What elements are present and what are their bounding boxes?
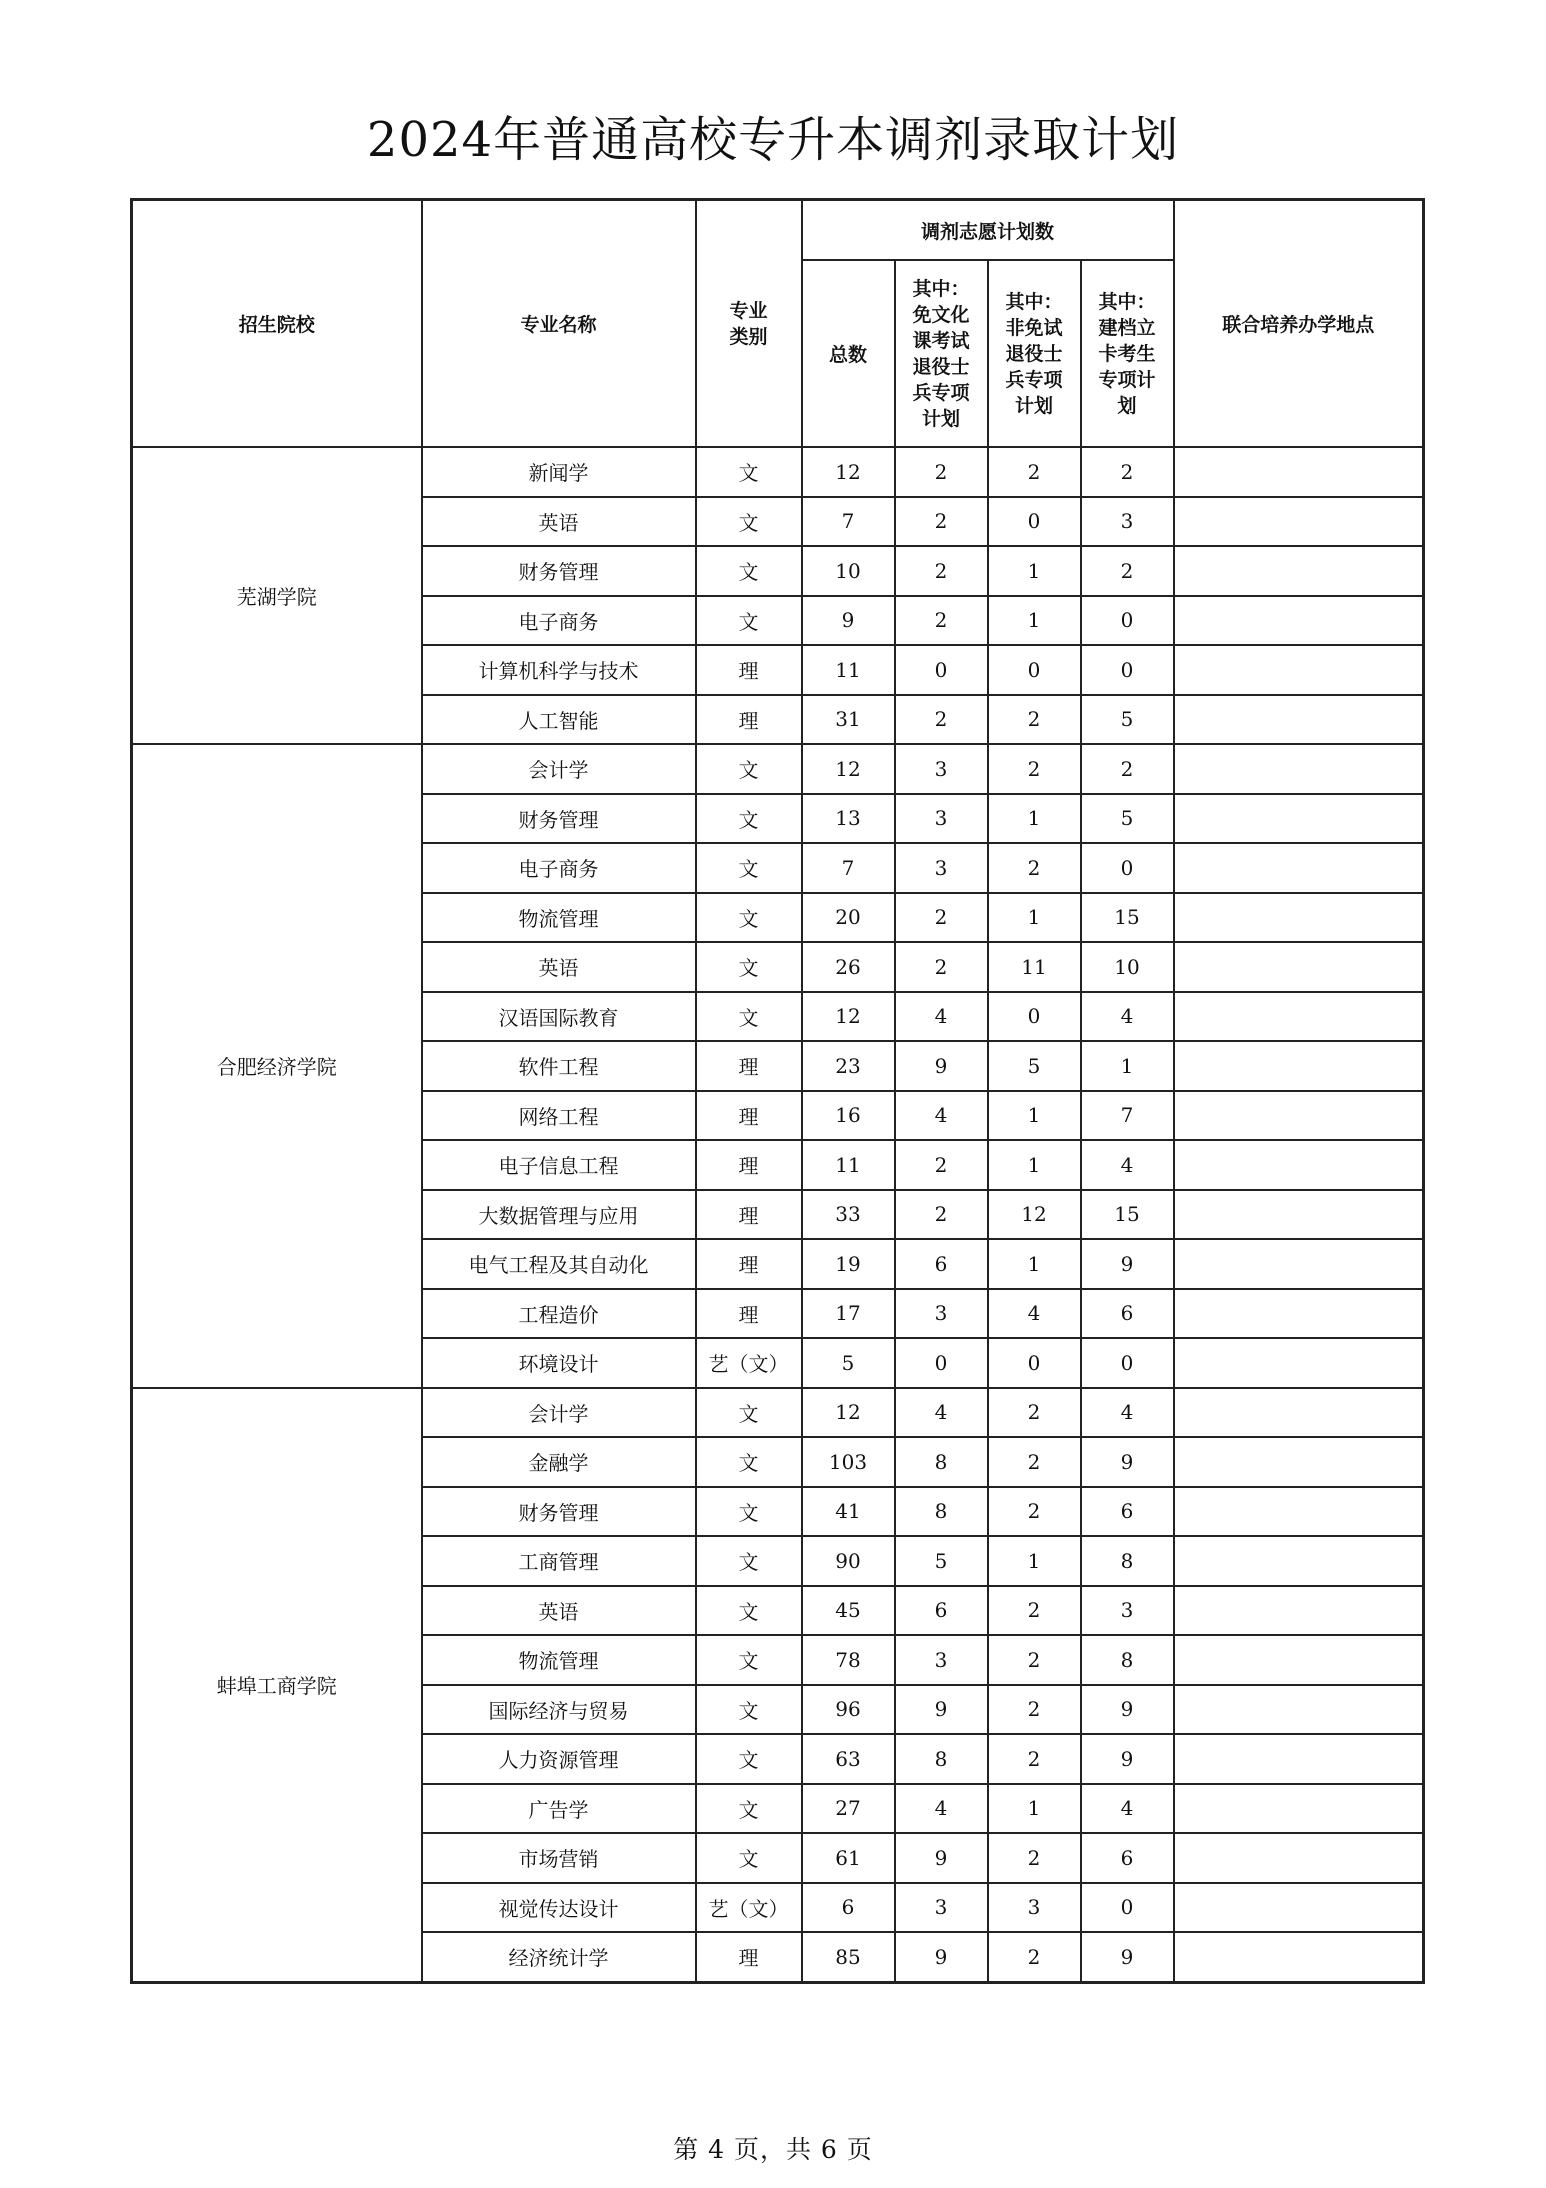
non-exempt-veteran-cell: 2: [988, 447, 1081, 497]
non-exempt-veteran-cell: 1: [988, 1239, 1081, 1289]
exempt-veteran-cell: 2: [895, 695, 988, 745]
exempt-veteran-cell: 2: [895, 1140, 988, 1190]
exempt-veteran-cell: 4: [895, 992, 988, 1042]
total-cell: 12: [802, 992, 895, 1042]
exempt-veteran-cell: 2: [895, 447, 988, 497]
category-cell: 理: [696, 1289, 802, 1339]
header-school: 招生院校: [132, 200, 422, 448]
non-exempt-veteran-cell: 12: [988, 1190, 1081, 1240]
exempt-veteran-cell: 5: [895, 1536, 988, 1586]
major-cell: 人力资源管理: [422, 1734, 696, 1784]
total-cell: 12: [802, 447, 895, 497]
joint-site-cell: [1174, 942, 1424, 992]
non-exempt-veteran-cell: 2: [988, 1586, 1081, 1636]
category-cell: 文: [696, 794, 802, 844]
total-cell: 7: [802, 497, 895, 547]
non-exempt-veteran-cell: 2: [988, 1685, 1081, 1735]
non-exempt-veteran-cell: 2: [988, 1932, 1081, 1982]
category-cell: 文: [696, 497, 802, 547]
non-exempt-veteran-cell: 3: [988, 1883, 1081, 1933]
poverty-cell: 0: [1081, 596, 1174, 646]
total-cell: 27: [802, 1784, 895, 1834]
header-plan-group: 调剂志愿计划数: [802, 200, 1174, 261]
poverty-cell: 9: [1081, 1685, 1174, 1735]
header-non-exempt-veteran: [988, 260, 1081, 447]
header-non-exempt-veteran-text: 其中：非免试退役士兵专项计划: [1005, 290, 1063, 417]
exempt-veteran-cell: 2: [895, 893, 988, 943]
total-cell: 5: [802, 1338, 895, 1388]
poverty-cell: 2: [1081, 744, 1174, 794]
category-cell: 文: [696, 1536, 802, 1586]
category-cell: 文: [696, 942, 802, 992]
category-cell: 文: [696, 1784, 802, 1834]
total-cell: 7: [802, 843, 895, 893]
total-cell: 20: [802, 893, 895, 943]
joint-site-cell: [1174, 1536, 1424, 1586]
exempt-veteran-cell: 2: [895, 546, 988, 596]
poverty-cell: 9: [1081, 1734, 1174, 1784]
major-cell: 电气工程及其自动化: [422, 1239, 696, 1289]
table-row: [132, 1388, 1424, 1438]
joint-site-cell: [1174, 1487, 1424, 1537]
poverty-cell: 4: [1081, 1784, 1174, 1834]
poverty-cell: 4: [1081, 1388, 1174, 1438]
category-cell: 理: [696, 1041, 802, 1091]
header-total: 总数: [802, 260, 895, 447]
non-exempt-veteran-cell: 2: [988, 843, 1081, 893]
non-exempt-veteran-cell: 2: [988, 1833, 1081, 1883]
poverty-cell: 9: [1081, 1239, 1174, 1289]
non-exempt-veteran-cell: 1: [988, 1536, 1081, 1586]
non-exempt-veteran-cell: 1: [988, 546, 1081, 596]
category-cell: 艺（文）: [696, 1883, 802, 1933]
poverty-cell: 8: [1081, 1635, 1174, 1685]
category-cell: 文: [696, 1685, 802, 1735]
total-cell: 16: [802, 1091, 895, 1141]
header-poverty: [1081, 260, 1174, 447]
category-cell: 文: [696, 1833, 802, 1883]
category-cell: 文: [696, 1586, 802, 1636]
non-exempt-veteran-cell: 2: [988, 744, 1081, 794]
major-cell: 金融学: [422, 1437, 696, 1487]
school-name-cell: 合肥经济学院: [132, 744, 422, 1388]
exempt-veteran-cell: 9: [895, 1833, 988, 1883]
exempt-veteran-cell: 3: [895, 794, 988, 844]
total-cell: 103: [802, 1437, 895, 1487]
joint-site-cell: [1174, 992, 1424, 1042]
major-cell: 经济统计学: [422, 1932, 696, 1982]
joint-site-cell: [1174, 1140, 1424, 1190]
major-cell: 财务管理: [422, 546, 696, 596]
exempt-veteran-cell: 3: [895, 1289, 988, 1339]
poverty-cell: 0: [1081, 1883, 1174, 1933]
major-cell: 工程造价: [422, 1289, 696, 1339]
exempt-veteran-cell: 8: [895, 1734, 988, 1784]
total-cell: 11: [802, 1140, 895, 1190]
joint-site-cell: [1174, 1932, 1424, 1982]
category-cell: 文: [696, 992, 802, 1042]
poverty-cell: 10: [1081, 942, 1174, 992]
poverty-cell: 6: [1081, 1289, 1174, 1339]
header-exempt-veteran-text: 其中：免文化课考试退役士兵专项计划: [912, 277, 970, 430]
total-cell: 10: [802, 546, 895, 596]
category-cell: 理: [696, 1239, 802, 1289]
poverty-cell: 15: [1081, 893, 1174, 943]
major-cell: 广告学: [422, 1784, 696, 1834]
non-exempt-veteran-cell: 2: [988, 1437, 1081, 1487]
total-cell: 63: [802, 1734, 895, 1784]
category-cell: 理: [696, 1190, 802, 1240]
joint-site-cell: [1174, 1586, 1424, 1636]
poverty-cell: 8: [1081, 1536, 1174, 1586]
poverty-cell: 0: [1081, 645, 1174, 695]
category-cell: 理: [696, 1932, 802, 1982]
joint-site-cell: [1174, 893, 1424, 943]
category-cell: 理: [696, 1140, 802, 1190]
major-cell: 物流管理: [422, 893, 696, 943]
exempt-veteran-cell: 3: [895, 1635, 988, 1685]
non-exempt-veteran-cell: 1: [988, 893, 1081, 943]
exempt-veteran-cell: 4: [895, 1388, 988, 1438]
school-name-cell: 蚌埠工商学院: [132, 1388, 422, 1983]
poverty-cell: 2: [1081, 447, 1174, 497]
category-cell: 文: [696, 1635, 802, 1685]
non-exempt-veteran-cell: 1: [988, 596, 1081, 646]
joint-site-cell: [1174, 843, 1424, 893]
exempt-veteran-cell: 4: [895, 1091, 988, 1141]
exempt-veteran-cell: 9: [895, 1041, 988, 1091]
exempt-veteran-cell: 4: [895, 1784, 988, 1834]
exempt-veteran-cell: 3: [895, 1883, 988, 1933]
joint-site-cell: [1174, 645, 1424, 695]
joint-site-cell: [1174, 1437, 1424, 1487]
major-cell: 电子信息工程: [422, 1140, 696, 1190]
total-cell: 31: [802, 695, 895, 745]
category-cell: 文: [696, 546, 802, 596]
category-cell: 理: [696, 645, 802, 695]
exempt-veteran-cell: 2: [895, 497, 988, 547]
non-exempt-veteran-cell: 5: [988, 1041, 1081, 1091]
poverty-cell: 9: [1081, 1932, 1174, 1982]
poverty-cell: 6: [1081, 1833, 1174, 1883]
joint-site-cell: [1174, 1388, 1424, 1438]
major-cell: 国际经济与贸易: [422, 1685, 696, 1735]
joint-site-cell: [1174, 546, 1424, 596]
header-joint-site: 联合培养办学地点: [1174, 200, 1424, 448]
total-cell: 12: [802, 744, 895, 794]
non-exempt-veteran-cell: 2: [988, 695, 1081, 745]
joint-site-cell: [1174, 1289, 1424, 1339]
category-cell: 理: [696, 695, 802, 745]
total-cell: 12: [802, 1388, 895, 1438]
poverty-cell: 0: [1081, 843, 1174, 893]
header-poverty-text: 其中：建档立卡考生专项计划: [1098, 290, 1156, 417]
exempt-veteran-cell: 0: [895, 645, 988, 695]
poverty-cell: 5: [1081, 794, 1174, 844]
total-cell: 23: [802, 1041, 895, 1091]
table-header: [132, 200, 1424, 448]
category-cell: 文: [696, 1734, 802, 1784]
poverty-cell: 4: [1081, 992, 1174, 1042]
exempt-veteran-cell: 6: [895, 1239, 988, 1289]
table-row: [132, 744, 1424, 794]
major-cell: 物流管理: [422, 1635, 696, 1685]
joint-site-cell: [1174, 1784, 1424, 1834]
category-cell: 文: [696, 843, 802, 893]
non-exempt-veteran-cell: 2: [988, 1635, 1081, 1685]
major-cell: 计算机科学与技术: [422, 645, 696, 695]
page-footer: 第 4 页，共 6 页: [673, 2135, 873, 2164]
total-cell: 96: [802, 1685, 895, 1735]
poverty-cell: 5: [1081, 695, 1174, 745]
total-cell: 19: [802, 1239, 895, 1289]
total-cell: 11: [802, 645, 895, 695]
non-exempt-veteran-cell: 2: [988, 1734, 1081, 1784]
total-cell: 45: [802, 1586, 895, 1636]
exempt-veteran-cell: 2: [895, 596, 988, 646]
exempt-veteran-cell: 0: [895, 1338, 988, 1388]
joint-site-cell: [1174, 1833, 1424, 1883]
major-cell: 大数据管理与应用: [422, 1190, 696, 1240]
exempt-veteran-cell: 3: [895, 843, 988, 893]
header-category-text: 专业类别: [729, 299, 768, 348]
category-cell: 文: [696, 1487, 802, 1537]
joint-site-cell: [1174, 1239, 1424, 1289]
enrollment-plan-table: [130, 198, 1425, 1984]
non-exempt-veteran-cell: 11: [988, 942, 1081, 992]
major-cell: 财务管理: [422, 794, 696, 844]
joint-site-cell: [1174, 596, 1424, 646]
joint-site-cell: [1174, 1734, 1424, 1784]
major-cell: 软件工程: [422, 1041, 696, 1091]
exempt-veteran-cell: 8: [895, 1487, 988, 1537]
category-cell: 文: [696, 447, 802, 497]
major-cell: 新闻学: [422, 447, 696, 497]
poverty-cell: 15: [1081, 1190, 1174, 1240]
major-cell: 电子商务: [422, 596, 696, 646]
category-cell: 艺（文）: [696, 1338, 802, 1388]
poverty-cell: 3: [1081, 1586, 1174, 1636]
header-exempt-veteran: [895, 260, 988, 447]
total-cell: 9: [802, 596, 895, 646]
joint-site-cell: [1174, 1685, 1424, 1735]
exempt-veteran-cell: 2: [895, 942, 988, 992]
category-cell: 文: [696, 744, 802, 794]
non-exempt-veteran-cell: 4: [988, 1289, 1081, 1339]
non-exempt-veteran-cell: 0: [988, 1338, 1081, 1388]
exempt-veteran-cell: 9: [895, 1685, 988, 1735]
major-cell: 人工智能: [422, 695, 696, 745]
joint-site-cell: [1174, 794, 1424, 844]
exempt-veteran-cell: 6: [895, 1586, 988, 1636]
joint-site-cell: [1174, 1338, 1424, 1388]
non-exempt-veteran-cell: 0: [988, 497, 1081, 547]
major-cell: 英语: [422, 942, 696, 992]
category-cell: 文: [696, 1437, 802, 1487]
poverty-cell: 9: [1081, 1437, 1174, 1487]
major-cell: 英语: [422, 1586, 696, 1636]
exempt-veteran-cell: 2: [895, 1190, 988, 1240]
poverty-cell: 0: [1081, 1338, 1174, 1388]
school-name-cell: 芜湖学院: [132, 447, 422, 744]
non-exempt-veteran-cell: 0: [988, 645, 1081, 695]
total-cell: 61: [802, 1833, 895, 1883]
total-cell: 17: [802, 1289, 895, 1339]
joint-site-cell: [1174, 1190, 1424, 1240]
joint-site-cell: [1174, 497, 1424, 547]
category-cell: 理: [696, 1091, 802, 1141]
non-exempt-veteran-cell: 1: [988, 1140, 1081, 1190]
joint-site-cell: [1174, 1041, 1424, 1091]
non-exempt-veteran-cell: 2: [988, 1388, 1081, 1438]
poverty-cell: 7: [1081, 1091, 1174, 1141]
total-cell: 6: [802, 1883, 895, 1933]
joint-site-cell: [1174, 1635, 1424, 1685]
non-exempt-veteran-cell: 1: [988, 1784, 1081, 1834]
joint-site-cell: [1174, 1091, 1424, 1141]
header-major: 专业名称: [422, 200, 696, 448]
major-cell: 会计学: [422, 744, 696, 794]
total-cell: 13: [802, 794, 895, 844]
poverty-cell: 1: [1081, 1041, 1174, 1091]
major-cell: 会计学: [422, 1388, 696, 1438]
major-cell: 工商管理: [422, 1536, 696, 1586]
header-category: [696, 200, 802, 448]
joint-site-cell: [1174, 1883, 1424, 1933]
total-cell: 78: [802, 1635, 895, 1685]
joint-site-cell: [1174, 695, 1424, 745]
poverty-cell: 2: [1081, 546, 1174, 596]
total-cell: 90: [802, 1536, 895, 1586]
joint-site-cell: [1174, 744, 1424, 794]
total-cell: 85: [802, 1932, 895, 1982]
joint-site-cell: [1174, 447, 1424, 497]
table-row: [132, 447, 1424, 497]
major-cell: 英语: [422, 497, 696, 547]
total-cell: 41: [802, 1487, 895, 1537]
major-cell: 汉语国际教育: [422, 992, 696, 1042]
major-cell: 市场营销: [422, 1833, 696, 1883]
category-cell: 文: [696, 1388, 802, 1438]
page-title: 2024年普通高校专升本调剂录取计划: [366, 112, 1180, 168]
total-cell: 26: [802, 942, 895, 992]
category-cell: 文: [696, 596, 802, 646]
category-cell: 文: [696, 893, 802, 943]
exempt-veteran-cell: 9: [895, 1932, 988, 1982]
major-cell: 环境设计: [422, 1338, 696, 1388]
poverty-cell: 4: [1081, 1140, 1174, 1190]
major-cell: 电子商务: [422, 843, 696, 893]
non-exempt-veteran-cell: 1: [988, 1091, 1081, 1141]
major-cell: 财务管理: [422, 1487, 696, 1537]
major-cell: 网络工程: [422, 1091, 696, 1141]
exempt-veteran-cell: 3: [895, 744, 988, 794]
non-exempt-veteran-cell: 1: [988, 794, 1081, 844]
total-cell: 33: [802, 1190, 895, 1240]
major-cell: 视觉传达设计: [422, 1883, 696, 1933]
non-exempt-veteran-cell: 0: [988, 992, 1081, 1042]
poverty-cell: 6: [1081, 1487, 1174, 1537]
exempt-veteran-cell: 8: [895, 1437, 988, 1487]
non-exempt-veteran-cell: 2: [988, 1487, 1081, 1537]
poverty-cell: 3: [1081, 497, 1174, 547]
table-body: [132, 447, 1424, 1982]
